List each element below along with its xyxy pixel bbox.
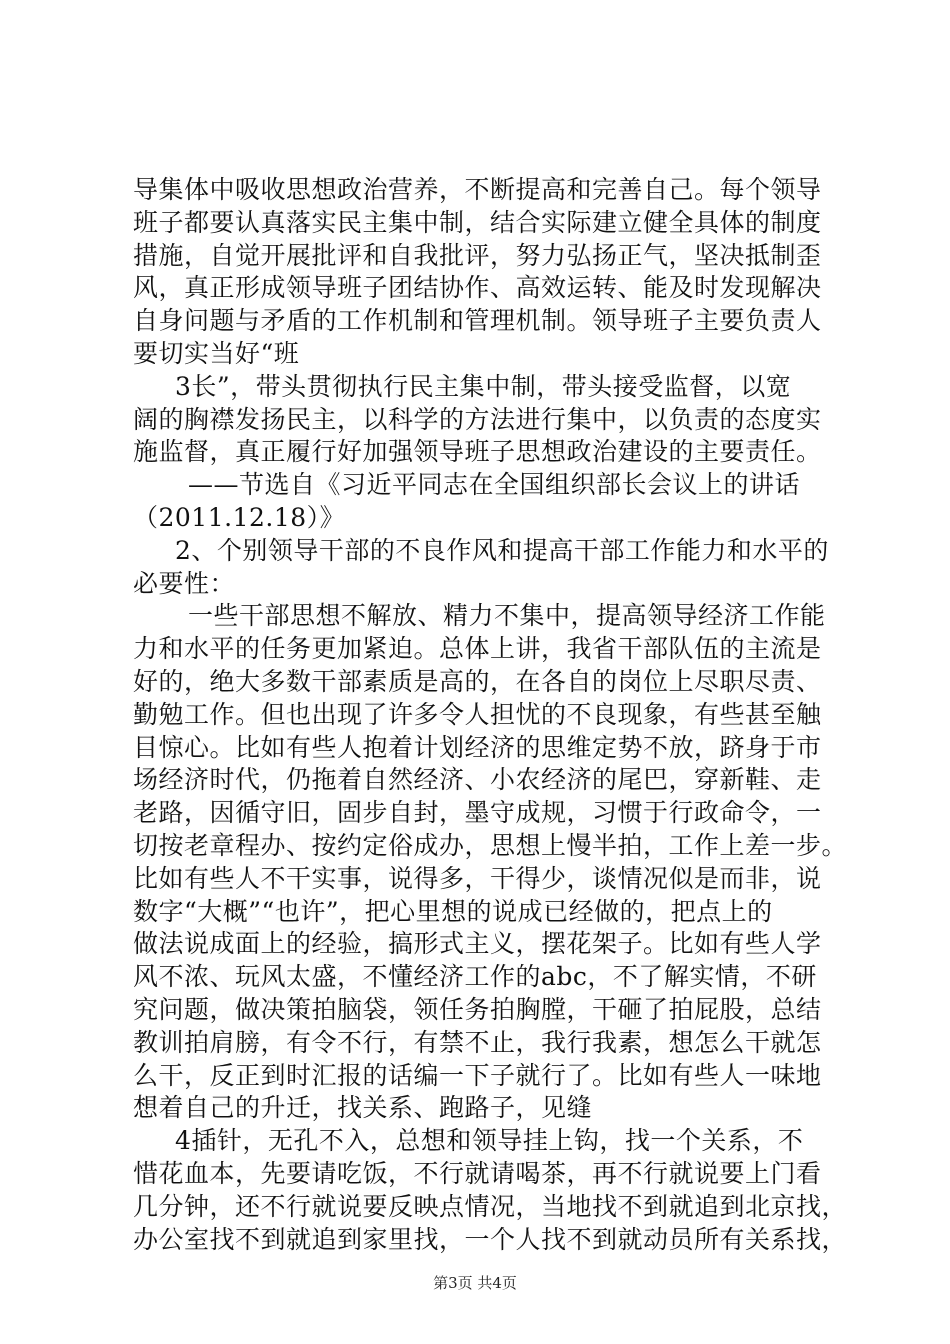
text-line: 风不浓、玩风太盛，不懂经济工作的abc，不了解实情，不研 [133, 962, 817, 992]
text-line: 做法说成面上的经验，搞形式主义，摆花架子。比如有些人学 [133, 929, 822, 959]
text-line: 场经济时代，仍拖着自然经济、小农经济的尾巴，穿新鞋、走 [133, 765, 822, 795]
text-line: 自身问题与矛盾的工作机制和管理机制。领导班子主要负责人 [133, 306, 822, 336]
citation-line: （2011.12.18）》 [133, 502, 346, 532]
text-line: 一些干部思想不解放、精力不集中，提高领导经济工作能 [188, 601, 826, 631]
text-line: 目惊心。比如有些人抱着计划经济的思维定势不放，跻身于市 [133, 732, 822, 762]
text-line: 施监督，真正履行好加强领导班子思想政治建设的主要责任。 [133, 437, 822, 467]
text-line: 力和水平的任务更加紧迫。总体上讲，我省干部队伍的主流是 [133, 634, 822, 664]
text-line: 风，真正形成领导班子团结协作、高效运转、能及时发现解决 [133, 273, 822, 303]
text-line: 究问题，做决策拍脑袋，领任务拍胸膛，干砸了拍屁股，总结 [133, 994, 822, 1024]
text-line: 要切实当好“班 [133, 338, 300, 368]
citation-line: ——节选自《习近平同志在全国组织部长会议上的讲话 [188, 470, 801, 500]
text-line: 4插针，无孔不入，总想和领导挂上钩，找一个关系，不 [175, 1126, 804, 1156]
text-line: 阔的胸襟发扬民主，以科学的方法进行集中，以负责的态度实 [133, 404, 822, 434]
section-heading: 必要性： [133, 568, 236, 598]
section-heading: 2、个别领导干部的不良作风和提高干部工作能力和水平的 [175, 535, 829, 565]
text-line: 数字“大概”“也许”，把心里想的说成已经做的，把点上的 [133, 896, 773, 926]
text-line: 教训拍肩膀，有令不行，有禁不止，我行我素，想怎么干就怎 [133, 1027, 822, 1057]
text-line: 想着自己的升迁，找关系、跑路子，见缝 [133, 1093, 593, 1123]
text-line: 老路，因循守旧，固步自封，墨守成规，习惯于行政命令，一 [133, 798, 822, 828]
body-text [133, 174, 848, 1256]
text-line: 导集体中吸收思想政治营养，不断提高和完善自己。每个领导 [133, 175, 822, 204]
text-line: 勤勉工作。但也出现了许多令人担忧的不良现象，有些甚至触 [133, 699, 822, 729]
text-line: 几分钟，还不行就说要反映点情况，当地找不到就追到北京找， [133, 1191, 848, 1221]
text-line: 切按老章程办、按约定俗成办，思想上慢半拍，工作上差一步。 [133, 830, 848, 860]
text-line: 办公室找不到就追到家里找，一个人找不到就动员所有关系找， [133, 1224, 848, 1254]
text-line: 么干，反正到时汇报的话编一下子就行了。比如有些人一味地 [133, 1060, 822, 1090]
text-line: 3长”，带头贯彻执行民主集中制，带头接受监督，以宽 [175, 371, 792, 401]
text-line: 惜花血本，先要请吃饭，不行就请喝茶，再不行就说要上门看 [133, 1158, 822, 1188]
text-line: 措施，自觉开展批评和自我批评，努力弘扬正气，坚决抵制歪 [133, 240, 822, 270]
text-line: 比如有些人不干实事，说得多，干得少，谈情况似是而非，说 [133, 863, 822, 893]
text-line: 班子都要认真落实民主集中制，结合实际建立健全具体的制度 [133, 207, 822, 237]
page-number-footer: 第3页 共4页 [433, 1274, 517, 1292]
text-line: 好的，绝大多数干部素质是高的，在各自的岗位上尽职尽责、 [133, 666, 822, 696]
